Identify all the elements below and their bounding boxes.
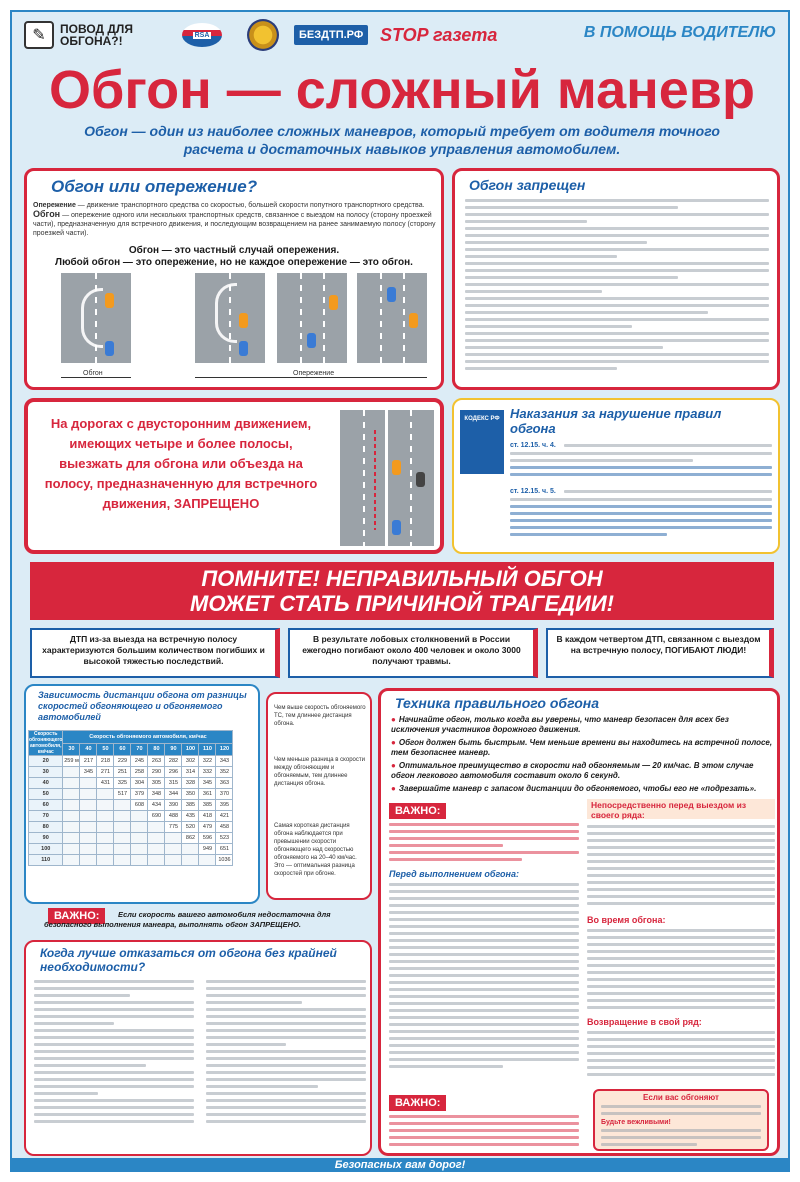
technique-item-1: ● Начинайте обгон, только когда вы уверены, что маневр безопасен для всех без исключения участников дорожного движения.: [391, 715, 775, 735]
table-row: [29, 800, 233, 811]
distance-cell: [80, 800, 97, 811]
kodeks-badge: [460, 410, 504, 474]
distance-cell: [63, 844, 80, 855]
distance-note-1: Чем выше скорость обгоняемого ТС, тем длиннее дистанция обгона.: [274, 705, 366, 727]
technique-item-4: ● Завершайте маневр с запасом дистанции до обгоняемого, чтобы его не «подрезать».: [391, 784, 775, 794]
warning-box: [24, 398, 444, 554]
distance-cell: 259 м: [63, 756, 80, 767]
rsa-logo-text: RSA: [194, 31, 210, 39]
section-distance: [24, 684, 260, 904]
distance-cell: 363: [216, 778, 233, 789]
table-row: [29, 767, 233, 778]
distance-cell: 458: [216, 822, 233, 833]
distance-title: Зависимость дистанции обгона от разницы скоростей обгоняющего и обгоняемого автомобилей: [38, 690, 247, 722]
footer-bar: [12, 1158, 788, 1172]
distance-row-speed: 80: [29, 822, 63, 833]
distance-note-3: Самая короткая дистанция обгона наблюдается при превышении скорости обгоняющего над скоростью обгоняемого на 20–40 км/час. Это — оптимальная разница скоростей при обгоне.: [274, 823, 357, 877]
before-exit-header: [587, 799, 775, 819]
section-technique: [378, 688, 780, 1156]
technique-item-3: ● Оптимальное преимущество в скорости над обгоняемым — 20 км/час. В этом случае обгон легкового автомобиля составит около 6 секунд.: [391, 761, 775, 781]
be-polite: Будьте вежливыми!: [601, 1119, 671, 1126]
distance-cell: 315: [165, 778, 182, 789]
distance-row-speed: 40: [29, 778, 63, 789]
overtake-definitions: [33, 201, 437, 238]
distance-cell: [97, 844, 114, 855]
distance-cell: 304: [131, 778, 148, 789]
distance-cell: [131, 811, 148, 822]
distance-row-speed: 50: [29, 789, 63, 800]
distance-cell: 218: [97, 756, 114, 767]
page-subtitle: Обгон — один из наиболее сложных маневров, который требует от водителя точного расчета и достаточных навыков управления автомобилем.: [84, 123, 720, 157]
distance-cell: 520: [182, 822, 199, 833]
distance-cell: [63, 833, 80, 844]
distance-cell: 245: [131, 756, 148, 767]
distance-cell: 385: [182, 800, 199, 811]
distance-cell: 332: [199, 767, 216, 778]
distance-cell: 421: [216, 811, 233, 822]
distance-col-60: 60: [114, 743, 131, 756]
distance-cell: 395: [216, 800, 233, 811]
stop-logo-text: STOP газета: [380, 24, 498, 45]
distance-cell: 271: [97, 767, 114, 778]
technique-title: Техника правильного обгона: [395, 695, 599, 711]
distance-cell: 343: [216, 756, 233, 767]
distance-cell: [114, 844, 131, 855]
fact-card-3: [546, 628, 774, 678]
distance-cell: [165, 833, 182, 844]
distance-cell: 431: [97, 778, 114, 789]
distance-cell: [114, 822, 131, 833]
gibdd-emblem-icon: [247, 19, 279, 51]
section-penalties: [452, 398, 780, 554]
logo-povod-text: ПОВОД ДЛЯ ОБГОНА?!: [60, 22, 133, 48]
distance-cell: 290: [148, 767, 165, 778]
distance-cell: 361: [199, 789, 216, 800]
distance-cell: 282: [165, 756, 182, 767]
distance-cell: [63, 800, 80, 811]
distance-cell: 1036: [216, 855, 233, 866]
def2-text: — опережение одного или нескольких транспортных средств, связанное с выездом на полосу (сторону проезжей части), предназначенную для встречного движения, и последующим возвращением на ранее занимаемую полосу (сторону проезжей части).: [33, 212, 436, 237]
warning-text: На дорогах с двусторонним движением, имеющих четыре и более полосы, выезжать для обгона или объезда на полосу, предназначенную для встречного движения, ЗАПРЕЩЕНО: [44, 416, 318, 511]
distance-cell: [63, 822, 80, 833]
distance-cell: [131, 822, 148, 833]
statement1: Обгон — это частный случай опережения.: [128, 245, 340, 256]
technique-item-2: ● Обгон должен быть быстрым. Чем меньше времени вы находитесь на встречной полосе, тем безопаснее маневр.: [391, 738, 775, 758]
table-row: [29, 789, 233, 800]
distance-col-90: 90: [165, 743, 182, 756]
car-icon: [329, 295, 338, 310]
banner-line2: МОЖЕТ СТАТЬ ПРИЧИНОЙ ТРАГЕДИИ!: [190, 591, 614, 616]
distance-cell: [131, 855, 148, 866]
distance-cell: 523: [216, 833, 233, 844]
distance-cell: [80, 811, 97, 822]
fact-3-text: В каждом четвертом ДТП, связанном с выездом на встречную полосу, ПОГИБАЮТ ЛЮДИ!: [556, 634, 761, 655]
car-icon: [409, 313, 418, 328]
distance-cell: [97, 822, 114, 833]
distance-cell: 370: [216, 789, 233, 800]
distance-notes: [266, 692, 372, 900]
distance-row-header: Скорость обгоняющего автомобиля, км/час: [29, 731, 63, 755]
distance-row-speed: 60: [29, 800, 63, 811]
distance-cell: [80, 822, 97, 833]
banner: [30, 562, 774, 620]
distance-cell: [63, 767, 80, 778]
table-row: [29, 833, 233, 844]
distance-cell: [199, 855, 216, 866]
distance-cell: [148, 833, 165, 844]
distance-cell: [97, 789, 114, 800]
if-overtaken-box: [593, 1089, 769, 1151]
logo-bezdtp: [294, 20, 368, 50]
emblem: [247, 20, 279, 50]
distance-col-70: 70: [131, 743, 148, 756]
table-row: [29, 811, 233, 822]
distance-col-40: 40: [80, 743, 97, 756]
car-icon: [416, 472, 425, 487]
distance-cell: [80, 789, 97, 800]
section-refuse: [24, 940, 372, 1156]
distance-cell: 434: [148, 800, 165, 811]
distance-cell: [80, 833, 97, 844]
distance-cell: 345: [199, 778, 216, 789]
car-icon: [239, 341, 248, 356]
distance-cell: 775: [165, 822, 182, 833]
car-icon: [387, 287, 396, 302]
distance-row-speed: 110: [29, 855, 63, 866]
label-operezhenie: Опережение: [293, 370, 335, 377]
distance-cell: [148, 855, 165, 866]
distance-cell: 302: [182, 756, 199, 767]
distance-cell: 314: [182, 767, 199, 778]
distance-cell: [114, 811, 131, 822]
distance-cell: 517: [114, 789, 131, 800]
distance-cell: 350: [182, 789, 199, 800]
poster: [10, 10, 790, 1172]
def1-text: — движение транспортного средства со скоростью, большей скорости попутного транспортного средства.: [75, 202, 425, 209]
distance-cell: [148, 822, 165, 833]
road-illustration-1: [61, 273, 131, 363]
distance-cell: 352: [216, 767, 233, 778]
distance-cell: 344: [165, 789, 182, 800]
distance-cell: [165, 855, 182, 866]
refuse-title: Когда лучше отказаться от обгона без крайней необходимости?: [40, 946, 337, 974]
distance-cell: [182, 855, 199, 866]
distance-cell: 651: [216, 844, 233, 855]
label-obgon: Обгон: [83, 370, 103, 377]
table-row: [29, 756, 233, 767]
bezdtp-logo-text: БЕЗДТП.РФ: [294, 25, 368, 45]
statement2: Любой обгон — это опережение, но не каждое опережение — это обгон.: [55, 257, 413, 268]
distance-row-speed: 90: [29, 833, 63, 844]
distance-col-30: 30: [63, 743, 80, 756]
header-tagline: В ПОМОЩЬ ВОДИТЕЛЮ: [583, 24, 776, 41]
if-overtaken-title: Если вас обгоняют: [643, 1093, 719, 1102]
distance-cell: [97, 855, 114, 866]
distance-cell: [131, 833, 148, 844]
distance-cell: 596: [199, 833, 216, 844]
penalties-title: Наказания за нарушение правил обгона: [510, 406, 722, 436]
def2-term: Обгон: [33, 209, 61, 219]
important-1-text: Если скорость вашего автомобиля недостаточна для безопасного выполнения маневра, выполнять обгон ЗАПРЕЩЕНО.: [44, 910, 331, 929]
car-icon: [392, 460, 401, 475]
distance-cell: 385: [199, 800, 216, 811]
distance-cell: [165, 844, 182, 855]
distance-cell: 305: [148, 778, 165, 789]
distance-cell: 608: [131, 800, 148, 811]
table-row: [29, 844, 233, 855]
logo-povod: [24, 20, 140, 50]
distance-col-80: 80: [148, 743, 165, 756]
distance-cell: [182, 844, 199, 855]
distance-cell: 217: [80, 756, 97, 767]
distance-cell: 263: [148, 756, 165, 767]
distance-cell: 345: [80, 767, 97, 778]
distance-cell: 296: [165, 767, 182, 778]
distance-cell: [114, 855, 131, 866]
distance-cell: [97, 833, 114, 844]
distance-cell: 348: [148, 789, 165, 800]
table-row: [29, 778, 233, 789]
fact-card-2: [288, 628, 538, 678]
road-illustration-2: [195, 273, 265, 363]
distance-cell: 325: [114, 778, 131, 789]
distance-cell: 435: [182, 811, 199, 822]
logo-rsa: [182, 20, 222, 50]
penalty-article-2: ст. 12.15. ч. 5.: [510, 488, 556, 495]
distance-cell: [97, 800, 114, 811]
page-title: Обгон — сложный маневр: [49, 60, 755, 120]
distance-cell: 322: [199, 756, 216, 767]
technique-before: Перед выполнением обгона:: [389, 869, 519, 879]
distance-cell: [80, 778, 97, 789]
technique-before-exit: Непосредственно перед выездом из своего ряда:: [591, 800, 747, 820]
distance-col-110: 110: [199, 743, 216, 756]
distance-cell: [63, 855, 80, 866]
car-icon: [105, 293, 114, 308]
distance-cell: [63, 778, 80, 789]
distance-cell: 379: [131, 789, 148, 800]
overtake-title: Обгон или опережение?: [51, 177, 258, 196]
distance-cell: [63, 811, 80, 822]
distance-cell: 949: [199, 844, 216, 855]
road-illustration-3: [277, 273, 347, 363]
fact-1-text: ДТП из-за выезда на встречную полосу характеризуются большим количеством погибших и высокой тяжестью последствий.: [42, 634, 265, 666]
technique-list: [391, 715, 775, 794]
distance-cell: [148, 844, 165, 855]
logo-stop: [380, 20, 497, 50]
car-icon: [239, 313, 248, 328]
distance-row-speed: 100: [29, 844, 63, 855]
important-1-label: ВАЖНО:: [48, 908, 105, 924]
distance-table: [28, 730, 233, 866]
technique-during: Во время обгона:: [587, 915, 666, 925]
table-row: [29, 822, 233, 833]
distance-note-2: Чем меньше разница в скорости между обгоняющим и обгоняемым, тем длиннее дистанция обгона.: [274, 757, 365, 787]
distance-cell: 479: [199, 822, 216, 833]
def1-term: Опережение: [33, 202, 76, 209]
distance-cell: 229: [114, 756, 131, 767]
road-illustration-4: [357, 273, 427, 363]
distance-cell: 251: [114, 767, 131, 778]
rsa-logo-icon: [182, 23, 222, 47]
forbidden-title: Обгон запрещен: [469, 177, 586, 193]
distance-cell: 418: [199, 811, 216, 822]
distance-cell: 258: [131, 767, 148, 778]
technique-important-label: ВАЖНО:: [389, 803, 446, 819]
footer-text: Безопасных вам дорог!: [334, 1159, 466, 1171]
distance-cell: [97, 811, 114, 822]
section-forbidden: [452, 168, 780, 390]
fact-card-1: [30, 628, 280, 678]
distance-cell: 862: [182, 833, 199, 844]
distance-cell: [114, 833, 131, 844]
table-row: [29, 855, 233, 866]
banner-line1: ПОМНИТЕ! НЕПРАВИЛЬНЫЙ ОБГОН: [201, 566, 603, 591]
distance-col-100: 100: [182, 743, 199, 756]
distance-cell: [80, 844, 97, 855]
car-icon: [392, 520, 401, 535]
distance-col-header: Скорость обгоняемого автомобиля, км/час: [63, 731, 233, 744]
distance-cell: [114, 800, 131, 811]
distance-cell: 690: [148, 811, 165, 822]
section-overtake: [24, 168, 444, 390]
kodeks-badge-text: КОДЕКС РФ: [464, 416, 500, 422]
car-icon: [105, 341, 114, 356]
distance-cell: [131, 844, 148, 855]
forbidden-list: [465, 199, 769, 374]
penalty-article-1: ст. 12.15. ч. 4.: [510, 442, 556, 449]
distance-cell: [63, 789, 80, 800]
distance-cell: 328: [182, 778, 199, 789]
distance-cell: 390: [165, 800, 182, 811]
distance-row-speed: 70: [29, 811, 63, 822]
important-note-1: [24, 908, 372, 936]
distance-row-speed: 20: [29, 756, 63, 767]
technique-return: Возвращение в свой ряд:: [587, 1017, 702, 1027]
car-icon: [307, 333, 316, 348]
distance-cell: [80, 855, 97, 866]
technique-important-2-label: ВАЖНО:: [389, 1095, 446, 1111]
road-illustration-4lane: [340, 410, 434, 546]
fact-2-text: В результате лобовых столкновений в России ежегодно погибают около 400 человек и около 3000 получают травмы.: [302, 634, 521, 666]
distance-col-50: 50: [97, 743, 114, 756]
distance-cell: 488: [165, 811, 182, 822]
distance-col-120: 120: [216, 743, 233, 756]
distance-row-speed: 30: [29, 767, 63, 778]
car-icon: ✎: [24, 21, 54, 49]
